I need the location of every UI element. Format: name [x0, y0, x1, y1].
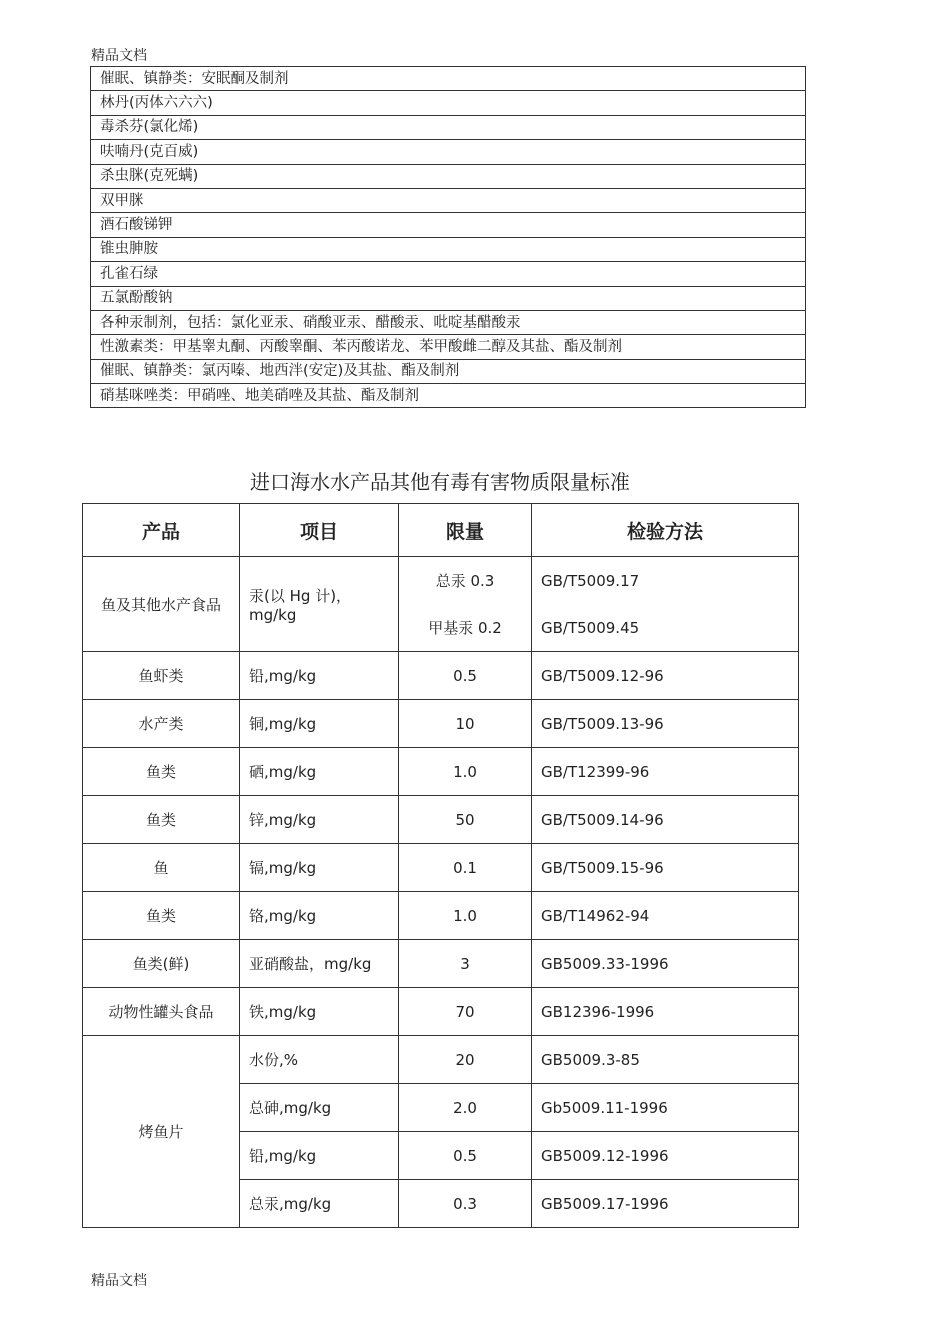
section-title: 进口海水水产品其他有毒有害物质限量标准 [250, 470, 630, 494]
cell-method: GB/T14962-94 [532, 892, 799, 940]
cell-item: 铬,mg/kg [240, 892, 399, 940]
list-row [91, 237, 806, 261]
list-row [91, 67, 806, 91]
cell-limit: 50 [399, 796, 532, 844]
table-row [83, 844, 799, 892]
table-header-row [83, 504, 799, 557]
method-value: GB/T5009.17 [541, 571, 640, 590]
table-row [83, 796, 799, 844]
list-item: 杀虫脒(克死螨) [91, 164, 806, 188]
limit-value: 甲基汞 0.2 [428, 619, 502, 637]
cell-item: 镉,mg/kg [240, 844, 399, 892]
cell-method: GB5009.17-1996 [532, 1180, 799, 1228]
cell-limit [399, 557, 532, 652]
cell-product: 鱼类 [83, 892, 240, 940]
list-row [91, 164, 806, 188]
table-row [83, 988, 799, 1036]
cell-product: 鱼虾类 [83, 652, 240, 700]
table-row [83, 892, 799, 940]
cell-item: 硒,mg/kg [240, 748, 399, 796]
cell-product: 鱼 [83, 844, 240, 892]
cell-item: 铅,mg/kg [240, 1132, 399, 1180]
cell-product: 鱼类 [83, 748, 240, 796]
cell-limit: 1.0 [399, 892, 532, 940]
cell-item: 锌,mg/kg [240, 796, 399, 844]
list-item: 五氯酚酸钠 [91, 286, 806, 310]
table-row [83, 557, 799, 652]
cell-limit: 20 [399, 1036, 532, 1084]
cell-product: 鱼类(鲜) [83, 940, 240, 988]
header-item: 项目 [240, 504, 399, 557]
limit-value: 总汞 0.3 [435, 572, 495, 590]
cell-method: Gb5009.11-1996 [532, 1084, 799, 1132]
list-row [91, 115, 806, 139]
cell-limit: 1.0 [399, 748, 532, 796]
cell-limit: 0.3 [399, 1180, 532, 1228]
table-row [83, 652, 799, 700]
cell-product: 动物性罐头食品 [83, 988, 240, 1036]
list-row [91, 262, 806, 286]
list-item: 各种汞制剂，包括：氯化亚汞、硝酸亚汞、醋酸汞、吡啶基醋酸汞 [91, 310, 806, 334]
list-item: 呋喃丹(克百威) [91, 140, 806, 164]
list-row [91, 213, 806, 237]
cell-limit: 0.1 [399, 844, 532, 892]
list-item: 孔雀石绿 [91, 262, 806, 286]
list-item: 硝基咪唑类：甲硝唑、地美硝唑及其盐、酯及制剂 [91, 384, 806, 408]
list-item: 林丹(丙体六六六) [91, 91, 806, 115]
cell-limit: 0.5 [399, 1132, 532, 1180]
cell-method: GB/T5009.13-96 [532, 700, 799, 748]
list-row [91, 384, 806, 408]
table-row [83, 700, 799, 748]
list-row [91, 359, 806, 383]
list-row [91, 140, 806, 164]
list-item: 双甲脒 [91, 188, 806, 212]
cell-method [532, 557, 799, 652]
cell-method: GB5009.33-1996 [532, 940, 799, 988]
cell-product: 鱼及其他水产食品 [83, 557, 240, 652]
list-row [91, 188, 806, 212]
header-product: 产品 [83, 504, 240, 557]
cell-limit: 0.5 [399, 652, 532, 700]
cell-product: 鱼类 [83, 796, 240, 844]
banned-substances-table [90, 66, 806, 408]
list-row [91, 335, 806, 359]
cell-item: 亚硝酸盐，mg/kg [240, 940, 399, 988]
cell-method: GB5009.3-85 [532, 1036, 799, 1084]
list-row [91, 310, 806, 334]
method-value: GB/T5009.45 [541, 618, 640, 637]
list-item: 性激素类：甲基睾丸酮、丙酸睾酮、苯丙酸诺龙、苯甲酸雌二醇及其盐、酯及制剂 [91, 335, 806, 359]
cell-item: 总汞,mg/kg [240, 1180, 399, 1228]
limits-standard-table [82, 503, 799, 1228]
list-row [91, 286, 806, 310]
table-row [83, 940, 799, 988]
header-method: 检验方法 [532, 504, 799, 557]
cell-limit: 3 [399, 940, 532, 988]
cell-method: GB/T5009.12-96 [532, 652, 799, 700]
list-item: 毒杀芬(氯化烯) [91, 115, 806, 139]
header-limit: 限量 [399, 504, 532, 557]
cell-item: 汞(以 Hg 计)，mg/kg [240, 557, 399, 652]
cell-item: 水份,% [240, 1036, 399, 1084]
list-item: 酒石酸锑钾 [91, 213, 806, 237]
list-item: 催眠、镇静类：氯丙嗪、地西泮(安定)及其盐、酯及制剂 [91, 359, 806, 383]
cell-method: GB/T5009.14-96 [532, 796, 799, 844]
table-row [83, 748, 799, 796]
cell-item: 总砷,mg/kg [240, 1084, 399, 1132]
list-item: 催眠、镇静类：安眠酮及制剂 [91, 67, 806, 91]
cell-method: GB12396-1996 [532, 988, 799, 1036]
cell-method: GB5009.12-1996 [532, 1132, 799, 1180]
cell-limit: 70 [399, 988, 532, 1036]
cell-product: 水产类 [83, 700, 240, 748]
table-row [83, 1036, 799, 1084]
list-row [91, 91, 806, 115]
cell-item: 铁,mg/kg [240, 988, 399, 1036]
cell-method: GB/T5009.15-96 [532, 844, 799, 892]
cell-limit: 2.0 [399, 1084, 532, 1132]
cell-product: 烤鱼片 [83, 1036, 240, 1228]
page-header: 精品文档 [91, 48, 147, 64]
cell-limit: 10 [399, 700, 532, 748]
cell-method: GB/T12399-96 [532, 748, 799, 796]
cell-item: 铅,mg/kg [240, 652, 399, 700]
page-footer: 精品文档 [91, 1273, 147, 1289]
cell-item: 铜,mg/kg [240, 700, 399, 748]
list-item: 锥虫胂胺 [91, 237, 806, 261]
